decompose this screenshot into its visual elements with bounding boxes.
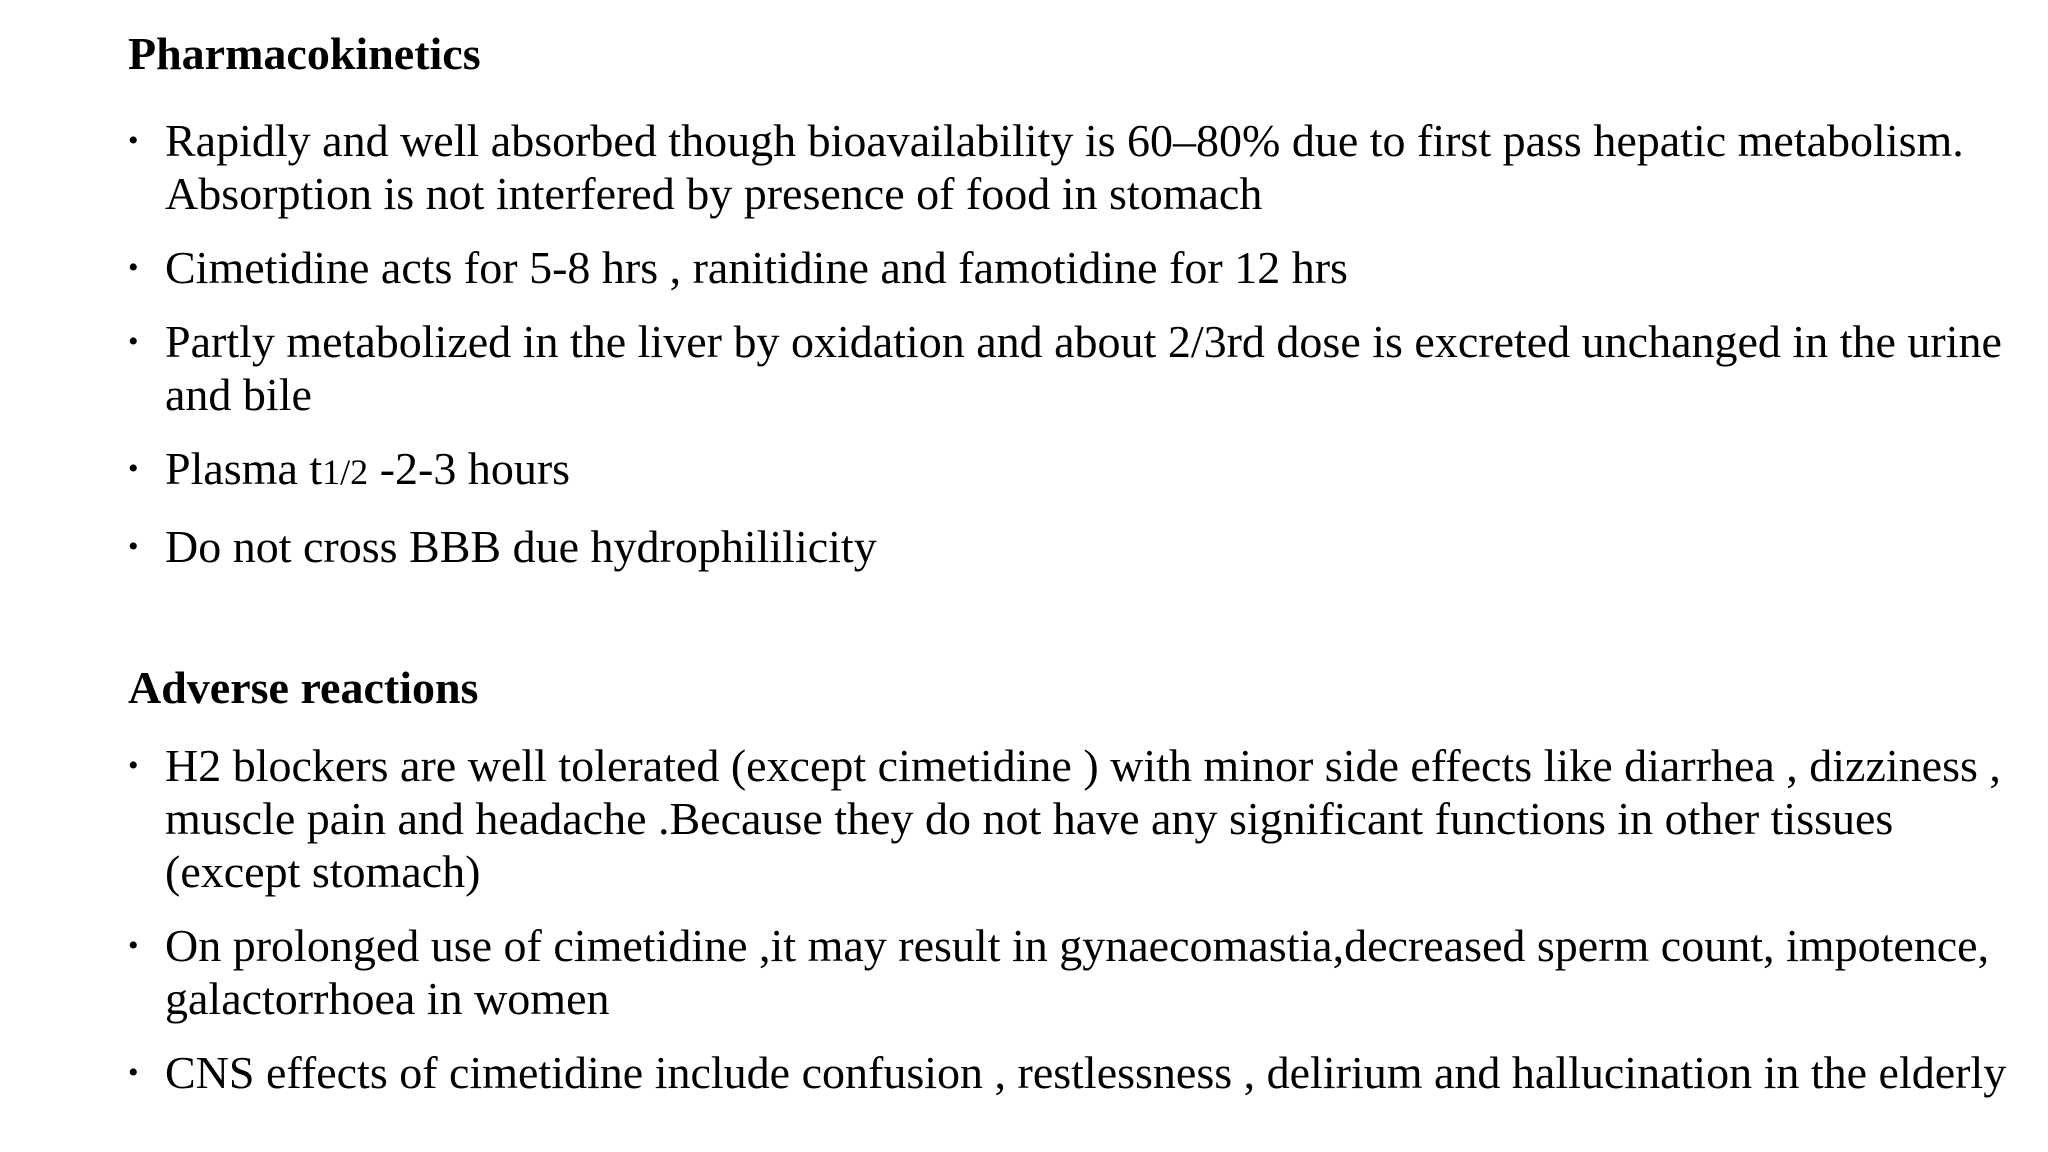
list-item (128, 241, 2028, 294)
bullet-icon: • (128, 251, 139, 284)
plasma-prefix: Plasma t (165, 443, 323, 494)
item-text: CNS effects of cimetidine include confusion , restlessness , delirium and hallucination in the elderly (165, 1047, 2007, 1098)
list-item (128, 919, 2028, 1025)
list-item (128, 114, 2028, 220)
pharmacokinetics-heading: Pharmacokinetics (128, 28, 481, 79)
item-text: Partly metabolized in the liver by oxidation and about 2/3rd dose is excreted unchanged in the urine and bile (165, 316, 2002, 420)
pharmacokinetics-list (128, 114, 2028, 573)
list-item (128, 1046, 2028, 1099)
plasma-suffix: -2-3 hours (368, 443, 571, 494)
bullet-icon: • (128, 452, 139, 485)
bullet-icon: • (128, 530, 139, 563)
bullet-icon: • (128, 325, 139, 358)
list-item (128, 739, 2028, 898)
list-item (128, 442, 2028, 499)
item-text: On prolonged use of cimetidine ,it may result in gynaecomastia,decreased sperm count, impotence, galactorrhoea in women (165, 920, 1990, 1024)
item-text: Rapidly and well absorbed though bioavailability is 60–80% due to first pass hepatic metabolism. Absorption is not interfered by presence of food in stomach (165, 115, 1964, 219)
item-text: Do not cross BBB due hydrophililicity (165, 521, 877, 572)
list-item (128, 315, 2028, 421)
list-item (128, 520, 2028, 573)
bullet-icon: • (128, 1056, 139, 1089)
adverse-reactions-heading: Adverse reactions (128, 662, 479, 713)
bullet-icon: • (128, 749, 139, 782)
adverse-reactions-list (128, 739, 2028, 1099)
half-life-subscript: 1/2 (322, 452, 369, 492)
item-text: H2 blockers are well tolerated (except cimetidine ) with minor side effects like diarrhea , dizziness , muscle pain and headache .Because they do not have any significant functions in other tissues (except stomach) (165, 740, 2001, 897)
item-text: Cimetidine acts for 5-8 hrs , ranitidine and famotidine for 12 hrs (165, 242, 1348, 293)
bullet-icon: • (128, 124, 139, 157)
bullet-icon: • (128, 929, 139, 962)
